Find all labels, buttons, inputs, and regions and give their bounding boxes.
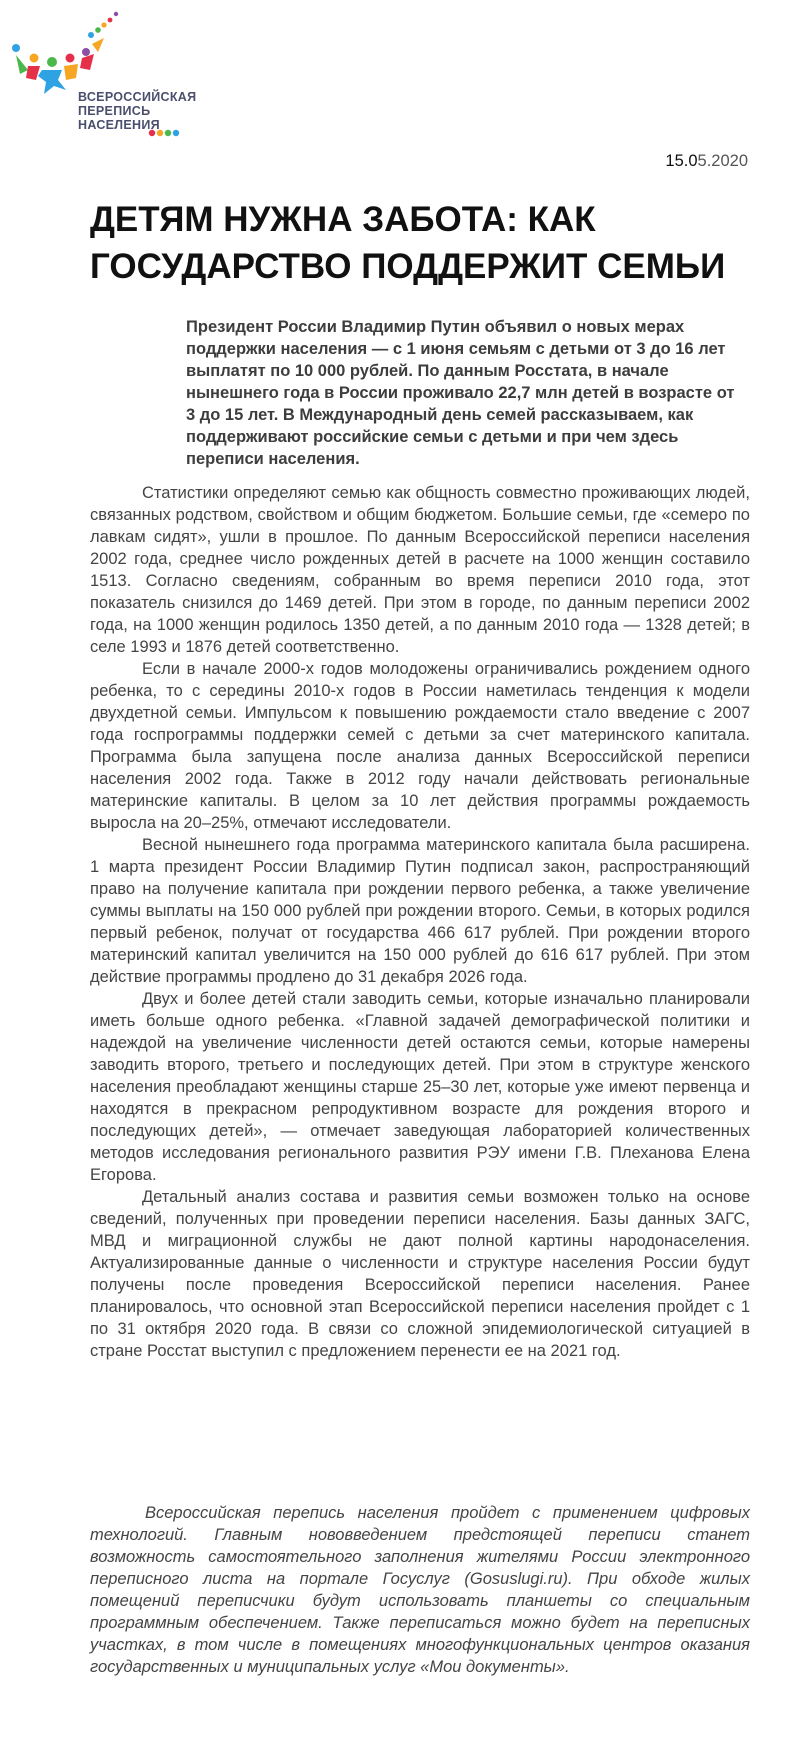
date-light-part: 5.2020 <box>697 152 748 170</box>
census-note: Всероссийская перепись населения пройдет с применением цифровых технологий. Главным нововведением предстоящей переписи станет возможность самостоятельного заполнения жителями России электронного переписного листа на портале Госуслуг (Gosuslugi.ru). При обходе жилых помещений переписчики будут использовать планшеты со специальным программным обеспечением. Также переписаться можно будет на переписных участках, в том числе в помещениях многофункциональных центров оказания государственных и муниципальных услуг «Мои документы». <box>90 1504 750 1676</box>
logo-line-2: ПЕРЕПИСЬ <box>78 104 151 118</box>
article-title: ДЕТЯМ НУЖНА ЗАБОТА: КАК ГОСУДАРСТВО ПОДДЕРЖИТ СЕМЬИ <box>90 200 726 286</box>
date-bold-part: 15.0 <box>665 152 698 170</box>
body-paragraph-4: Двух и более детей стали заводить семьи, которые изначально планировали иметь больше одного ребенка. «Главной задачей демографической политики и надеждой на увеличение численности детей остаются семьи, которые намерены заводить второго, третьего и последующих детей. При этом в структуре женского населения преобладают женщины старше 25–30 лет, которые уже имеют первенца и находятся в прекрасном репродуктивном возрасте для рождения второго и последующих детей», — отмечает заведующая лабораторией количественных методов исследования регионального развития РЭУ имени Г.В. Плеханова Елена Егорова. <box>90 990 750 1184</box>
census-logo <box>6 8 206 143</box>
article-lead: Президент России Владимир Путин объявил о новых мерах поддержки населения — с 1 июня семьям с детьми от 3 до 16 лет выплатят по 10 000 рублей. По данным Росстата, в начале нынешнего года в России проживало 22,7 млн детей в возрасте от 3 до 15 лет. В Международный день семей рассказываем, как поддерживают российские семьи с детьми и при чем здесь переписи населения. <box>186 318 735 468</box>
article-body <box>90 482 750 1362</box>
logo-line-3: НАСЕЛЕНИЯ <box>78 118 160 132</box>
body-paragraph-3: Весной нынешнего года программа материнского капитала была расширена. 1 марта президент России Владимир Путин подписал закон, распространяющий право на получение капитала при рождении первого ребенка, а также увеличение суммы выплаты на 150 000 рублей при рождении второго. Семьи, в которых родился первый ребенок, получат от государства 466 617 рублей. При рождении второго материнский капитал увеличится на 150 000 рублей до 616 617 рублей. При этом действие программы продлено до 31 декабря 2026 года. <box>90 836 750 986</box>
logo-text <box>78 90 196 132</box>
publication-date <box>665 152 748 171</box>
body-paragraph-5: Детальный анализ состава и развития семьи возможен только на основе сведений, полученных при проведении переписи населения. Базы данных ЗАГС, МВД и миграционной службы не дают полной картины народонаселения. Актуализированные данные о численности и структуре населения России будут получены после проведения Всероссийской переписи населения. Ранее планировалось, что основной этап Всероссийской переписи населения пройдет с 1 по 31 октября 2020 года. В связи со сложной эпидемиологической ситуацией в стране Росстат выступил с предложением перенести ее на 2021 год. <box>90 1188 750 1360</box>
body-paragraph-2: Если в начале 2000-х годов молодожены ограничивались рождением одного ребенка, то с середины 2010-х годов в России наметилась тенденция к модели двухдетной семьи. Импульсом к повышению рождаемости стало введение с 2007 года госпрограммы поддержки семей с детьми за счет материнского капитала. Программа была запущена после анализа данных Всероссийской переписи населения 2002 года. Также в 2012 году начали действовать региональные материнские капиталы. В целом за 10 лет действия программы рождаемость выросла на 20–25%, отмечают исследователи. <box>90 660 750 832</box>
logo-line-1: ВСЕРОССИЙСКАЯ <box>78 90 197 104</box>
body-paragraph-1: Статистики определяют семью как общность совместно проживающих людей, связанных родством, свойством и общим бюджетом. Большие семьи, где «семеро по лавкам сидят», ушли в прошлое. По данным Всероссийской переписи населения 2002 года, среднее число рожденных детей в расчете на 1000 женщин составило 1513. Согласно сведениям, собранным во время переписи 2010 года, этот показатель снизился до 1469 детей. При этом в городе, по данным переписи 2002 года, на 1000 женщин родилось 1350 детей, а по данным 2010 года — 1328 детей; в селе 1993 и 1876 детей соответственно. <box>90 484 750 656</box>
